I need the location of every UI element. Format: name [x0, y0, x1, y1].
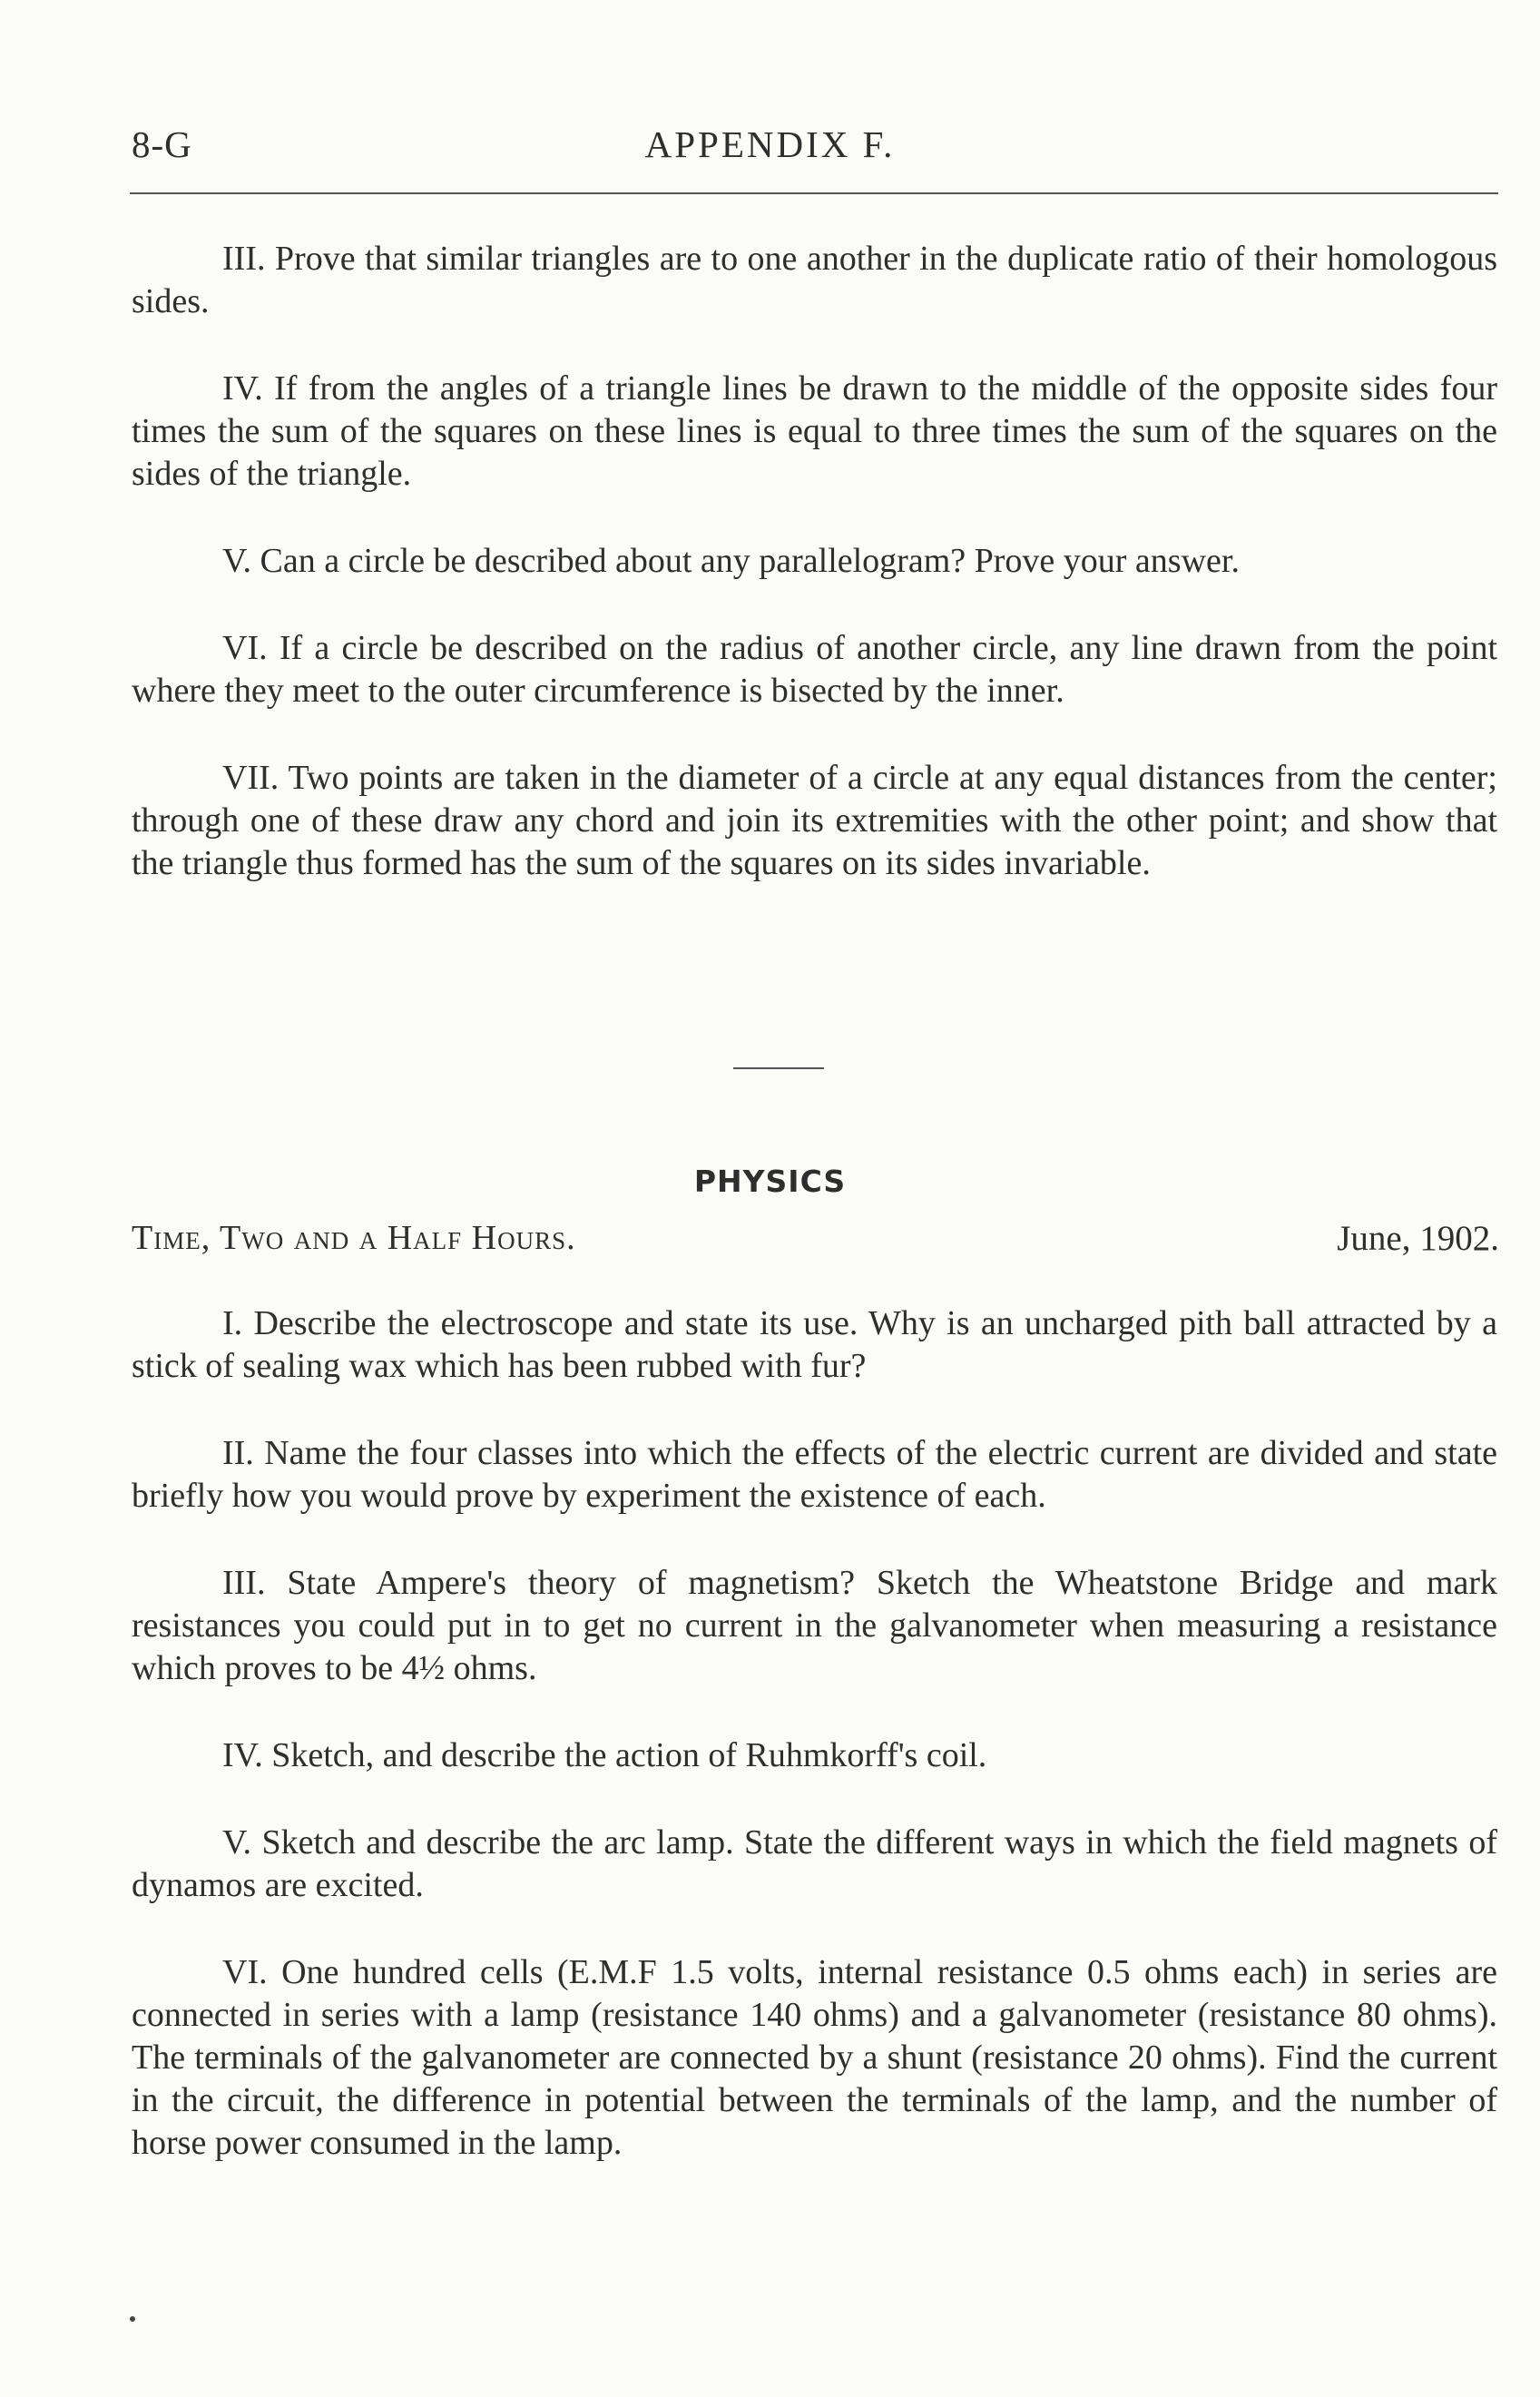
section-divider [733, 1067, 824, 1069]
question-physics-i: I. Describe the electroscope and state its use. Why is an uncharged pith ball attracted by a stick of sealing wax which has been rubbed with fur? [132, 1304, 1497, 1385]
header-rule [130, 192, 1498, 194]
question-physics-iv: IV. Sketch, and describe the action of Ruhmkorff's coil. [222, 1736, 987, 1774]
question-geometry-iii: III. Prove that similar triangles are to one another in the duplicate ratio of their homologous sides. [132, 240, 1497, 320]
question-physics-iii: III. State Ampere's theory of magnetism? Sketch the Wheatstone Bridge and mark resistances you could put in to get no current in the galvanometer when measuring a resistance which proves to be 4½ ohms. [132, 1564, 1497, 1687]
question-geometry-vii: VII. Two points are taken in the diameter of a circle at any equal distances from the center; through one of these draw any chord and join its extremities with the other point; and show that the triangle thus formed has the sum of the squares on its sides invariable. [132, 759, 1497, 882]
question-geometry-v: V. Can a circle be described about any parallelogram? Prove your answer. [222, 542, 1240, 580]
page-number: 8-G [132, 123, 192, 165]
physics-questions [132, 1302, 1497, 2209]
question-physics-vi: VI. One hundred cells (E.M.F 1.5 volts, internal resistance 0.5 ohms each) in series are connected in series with a lamp (resistance 140 ohms) and a galvanometer (resistance 80 ohms). The terminals of the galvanometer are connected by a shunt (resistance 20 ohms). Find the current in the circuit, the difference in potential between the terminals of the lamp, and the number of horse power consumed in the lamp. [132, 1953, 1497, 2162]
ink-speck [130, 2316, 135, 2322]
running-head: APPENDIX F. [644, 123, 896, 165]
question-physics-v: V. Sketch and describe the arc lamp. State the different ways in which the field magnets of dynamos are excited. [132, 1823, 1497, 1904]
question-physics-ii: II. Name the four classes into which the effects of the electric current are divided and state briefly how you would prove by experiment the existence of each. [132, 1434, 1497, 1515]
exam-date: June, 1902. [1337, 1219, 1499, 1258]
geometry-questions [132, 238, 1497, 929]
exam-time: Time, Two and a Half Hours. [132, 1219, 576, 1257]
question-geometry-vi: VI. If a circle be described on the radius of another circle, any line drawn from the point where they meet to the outer circumference is bisected by the inner. [132, 629, 1497, 710]
question-geometry-iv: IV. If from the angles of a triangle lines be drawn to the middle of the opposite sides four times the sum of the squares on these lines is equal to three times the sum of the squares on the sides of the triangle. [132, 369, 1497, 493]
subject-heading: PHYSICS [693, 1164, 847, 1199]
